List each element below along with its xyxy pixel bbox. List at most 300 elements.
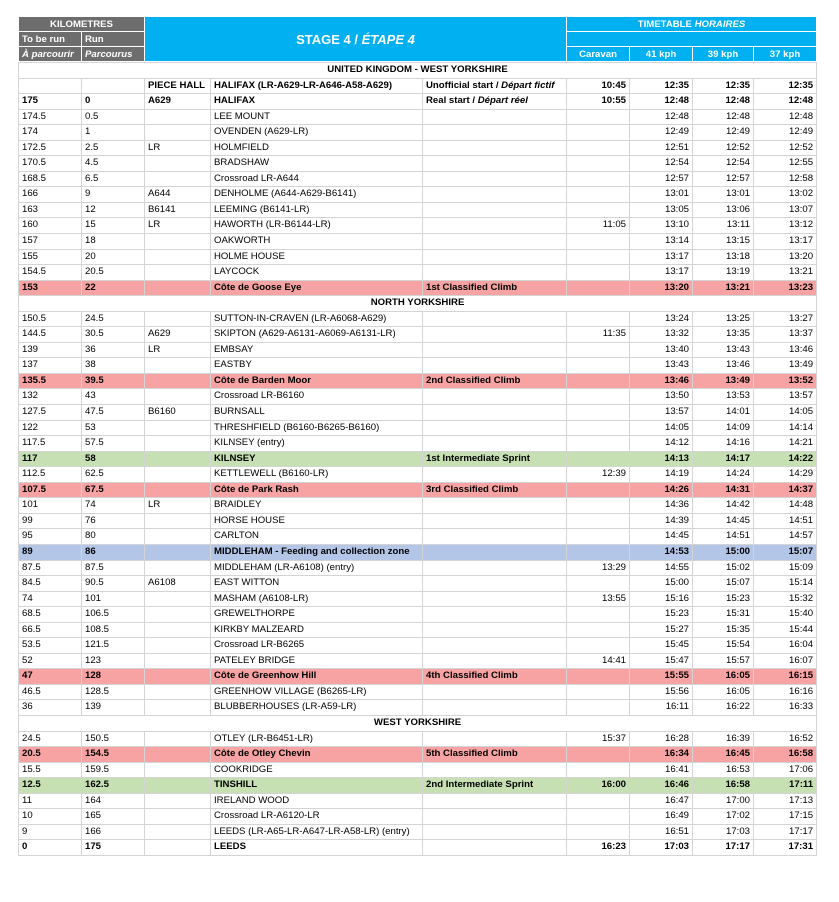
time-37-cell: 12:35 <box>754 78 817 94</box>
caravan-time-cell <box>567 498 630 514</box>
caravan-time-cell <box>567 125 630 141</box>
time-37-cell: 13:49 <box>754 358 817 374</box>
km-to-be-run-cell: 47 <box>19 669 82 685</box>
place-cell: EASTBY <box>211 358 423 374</box>
place-cell: GREENHOW VILLAGE (B6265-LR) <box>211 684 423 700</box>
time-39-cell: 14:17 <box>693 451 754 467</box>
time-41-cell: 12:35 <box>630 78 693 94</box>
km-run-cell: 58 <box>82 451 145 467</box>
note-text: Real start / <box>426 95 476 107</box>
place-cell: EMBSAY <box>211 342 423 358</box>
table-row <box>19 498 817 514</box>
table-row <box>19 280 817 296</box>
road-cell <box>145 156 211 172</box>
note-cell <box>423 809 567 825</box>
note-cell <box>423 140 567 156</box>
time-37-cell: 14:21 <box>754 436 817 452</box>
note-cell <box>423 731 567 747</box>
note-cell <box>423 218 567 234</box>
time-39-cell: 15:02 <box>693 560 754 576</box>
km-run-cell: 20 <box>82 249 145 265</box>
speed-37-header: 37 kph <box>754 47 817 62</box>
stage-title: STAGE 4 / ÉTAPE 4 <box>145 17 567 62</box>
time-39-cell: 13:06 <box>693 202 754 218</box>
time-41-cell: 12:49 <box>630 125 693 141</box>
note-cell <box>423 327 567 343</box>
caravan-time-cell: 13:29 <box>567 560 630 576</box>
note-cell <box>423 187 567 203</box>
road-cell <box>145 249 211 265</box>
timetable-body <box>18 62 817 856</box>
table-row <box>19 171 817 187</box>
time-37-cell: 17:31 <box>754 840 817 856</box>
table-row <box>19 607 817 623</box>
place-cell: BLUBBERHOUSES (LR-A59-LR) <box>211 700 423 716</box>
km-to-be-run-cell: 107.5 <box>19 482 82 498</box>
caravan-time-cell: 12:39 <box>567 467 630 483</box>
time-37-cell: 14:51 <box>754 513 817 529</box>
caravan-time-cell <box>567 669 630 685</box>
km-to-be-run-cell: 117 <box>19 451 82 467</box>
km-run-cell: 162.5 <box>82 778 145 794</box>
road-cell <box>145 125 211 141</box>
time-37-cell: 16:15 <box>754 669 817 685</box>
time-39-cell: 16:53 <box>693 762 754 778</box>
km-to-be-run-cell: 52 <box>19 653 82 669</box>
place-cell: Côte de Park Rash <box>211 482 423 498</box>
timetable-header-label: TIMETABLE HORAIRES <box>567 17 817 32</box>
road-cell <box>145 684 211 700</box>
km-to-be-run-cell: 10 <box>19 809 82 825</box>
km-run-cell: 6.5 <box>82 171 145 187</box>
time-39-cell: 17:03 <box>693 824 754 840</box>
km-run-cell: 20.5 <box>82 265 145 281</box>
time-37-cell: 16:16 <box>754 684 817 700</box>
place-cell: KILNSEY (entry) <box>211 436 423 452</box>
time-39-cell: 12:35 <box>693 78 754 94</box>
km-to-be-run-cell: 74 <box>19 591 82 607</box>
road-cell: LR <box>145 140 211 156</box>
note-cell <box>423 358 567 374</box>
table-row <box>19 234 817 250</box>
time-39-cell: 17:00 <box>693 793 754 809</box>
region-row <box>19 296 817 312</box>
time-39-cell: 13:49 <box>693 373 754 389</box>
note-cell <box>423 513 567 529</box>
table-row <box>19 529 817 545</box>
time-41-cell: 14:13 <box>630 451 693 467</box>
caravan-time-cell <box>567 762 630 778</box>
table-row <box>19 94 817 110</box>
region-label: WEST YORKSHIRE <box>19 715 817 731</box>
km-run-cell: 74 <box>82 498 145 514</box>
note-cell <box>423 560 567 576</box>
time-39-cell: 17:02 <box>693 809 754 825</box>
place-cell: SKIPTON (A629-A6131-A6069-A6131-LR) <box>211 327 423 343</box>
note-cell <box>423 824 567 840</box>
time-37-cell: 15:32 <box>754 591 817 607</box>
table-row <box>19 405 817 421</box>
time-39-cell: 14:09 <box>693 420 754 436</box>
km-run-cell: 87.5 <box>82 560 145 576</box>
caravan-time-cell: 16:00 <box>567 778 630 794</box>
time-41-cell: 13:17 <box>630 265 693 281</box>
km-to-be-run-cell: 172.5 <box>19 140 82 156</box>
table-row <box>19 653 817 669</box>
km-run-cell: 108.5 <box>82 622 145 638</box>
time-39-cell: 16:05 <box>693 684 754 700</box>
time-41-cell: 14:19 <box>630 467 693 483</box>
road-cell: LR <box>145 218 211 234</box>
time-41-cell: 15:23 <box>630 607 693 623</box>
caravan-time-cell <box>567 684 630 700</box>
km-run-cell: 175 <box>82 840 145 856</box>
time-39-cell: 17:17 <box>693 840 754 856</box>
km-to-be-run-cell: 24.5 <box>19 731 82 747</box>
time-41-cell: 13:20 <box>630 280 693 296</box>
time-37-cell: 13:21 <box>754 265 817 281</box>
km-to-be-run-cell: 135.5 <box>19 373 82 389</box>
place-cell: LEEMING (B6141-LR) <box>211 202 423 218</box>
time-41-cell: 13:50 <box>630 389 693 405</box>
km-to-be-run-cell: 137 <box>19 358 82 374</box>
place-cell: TINSHILL <box>211 778 423 794</box>
km-run-cell: 0.5 <box>82 109 145 125</box>
caravan-time-cell: 10:55 <box>567 94 630 110</box>
km-to-be-run-cell: 163 <box>19 202 82 218</box>
place-cell: LEE MOUNT <box>211 109 423 125</box>
note-cell <box>423 762 567 778</box>
note-cell <box>423 684 567 700</box>
place-cell: MASHAM (A6108-LR) <box>211 591 423 607</box>
caravan-time-cell: 11:35 <box>567 327 630 343</box>
time-39-cell: 14:51 <box>693 529 754 545</box>
place-cell: DENHOLME (A644-A629-B6141) <box>211 187 423 203</box>
a-parcourir-header: À parcourir <box>19 47 82 62</box>
region-row <box>19 63 817 79</box>
time-39-cell: 13:35 <box>693 327 754 343</box>
time-37-cell: 17:06 <box>754 762 817 778</box>
time-39-cell: 16:45 <box>693 747 754 763</box>
km-to-be-run-cell: 89 <box>19 544 82 560</box>
note-cell: 1st Intermediate Sprint <box>423 451 567 467</box>
km-run-cell: 67.5 <box>82 482 145 498</box>
km-run-cell: 36 <box>82 342 145 358</box>
time-41-cell: 13:32 <box>630 327 693 343</box>
note-cell <box>423 389 567 405</box>
note-cell <box>423 467 567 483</box>
time-41-cell: 15:55 <box>630 669 693 685</box>
time-37-cell: 14:57 <box>754 529 817 545</box>
road-cell <box>145 436 211 452</box>
time-39-cell: 14:01 <box>693 405 754 421</box>
km-to-be-run-cell: 9 <box>19 824 82 840</box>
road-cell <box>145 669 211 685</box>
place-cell: THRESHFIELD (B6160-B6265-B6160) <box>211 420 423 436</box>
time-41-cell: 12:54 <box>630 156 693 172</box>
place-cell: HOLMFIELD <box>211 140 423 156</box>
km-run-cell: 121.5 <box>82 638 145 654</box>
time-39-cell: 13:01 <box>693 187 754 203</box>
table-row <box>19 560 817 576</box>
caravan-time-cell: 16:23 <box>567 840 630 856</box>
time-41-cell: 14:45 <box>630 529 693 545</box>
caravan-time-cell <box>567 529 630 545</box>
time-37-cell: 16:58 <box>754 747 817 763</box>
road-cell <box>145 638 211 654</box>
note-cell <box>423 78 567 94</box>
km-to-be-run-cell: 155 <box>19 249 82 265</box>
time-41-cell: 13:46 <box>630 373 693 389</box>
table-row <box>19 78 817 94</box>
km-run-cell: 128 <box>82 669 145 685</box>
caravan-time-cell <box>567 809 630 825</box>
place-cell: PATELEY BRIDGE <box>211 653 423 669</box>
time-37-cell: 14:48 <box>754 498 817 514</box>
place-cell: LEEDS <box>211 840 423 856</box>
note-cell: 3rd Classified Climb <box>423 482 567 498</box>
parcourus-header: Parcourus <box>82 47 145 62</box>
note-cell: 1st Classified Climb <box>423 280 567 296</box>
road-cell <box>145 762 211 778</box>
place-cell: BRAIDLEY <box>211 498 423 514</box>
km-to-be-run-cell: 154.5 <box>19 265 82 281</box>
road-cell <box>145 824 211 840</box>
time-37-cell: 17:15 <box>754 809 817 825</box>
road-cell <box>145 544 211 560</box>
time-41-cell: 16:47 <box>630 793 693 809</box>
road-cell: A629 <box>145 327 211 343</box>
km-to-be-run-cell: 36 <box>19 700 82 716</box>
time-39-cell: 13:11 <box>693 218 754 234</box>
caravan-time-cell <box>567 140 630 156</box>
time-41-cell: 14:55 <box>630 560 693 576</box>
table-row <box>19 762 817 778</box>
time-41-cell: 14:26 <box>630 482 693 498</box>
km-to-be-run-cell: 46.5 <box>19 684 82 700</box>
km-to-be-run-cell: 160 <box>19 218 82 234</box>
time-41-cell: 14:05 <box>630 420 693 436</box>
note-cell <box>423 420 567 436</box>
time-41-cell: 16:51 <box>630 824 693 840</box>
note-text-french: Départ fictif <box>501 79 555 91</box>
road-cell <box>145 607 211 623</box>
road-cell <box>145 265 211 281</box>
place-cell: OVENDEN (A629-LR) <box>211 125 423 141</box>
time-41-cell: 17:03 <box>630 840 693 856</box>
km-to-be-run-cell: 87.5 <box>19 560 82 576</box>
time-39-cell: 12:48 <box>693 94 754 110</box>
kilometres-header: KILOMETRES <box>19 17 145 32</box>
speed-41-header: 41 kph <box>630 47 693 62</box>
road-cell <box>145 840 211 856</box>
caravan-time-cell <box>567 249 630 265</box>
table-row <box>19 824 817 840</box>
km-to-be-run-cell: 112.5 <box>19 467 82 483</box>
time-39-cell: 15:23 <box>693 591 754 607</box>
place-cell: HORSE HOUSE <box>211 513 423 529</box>
time-37-cell: 14:05 <box>754 405 817 421</box>
note-cell <box>423 638 567 654</box>
caravan-time-cell: 10:45 <box>567 78 630 94</box>
place-cell: HALIFAX (LR-A629-LR-A646-A58-A629) <box>211 78 423 94</box>
km-to-be-run-cell: 0 <box>19 840 82 856</box>
km-run-cell: 164 <box>82 793 145 809</box>
table-row <box>19 684 817 700</box>
road-cell <box>145 373 211 389</box>
table-row <box>19 793 817 809</box>
km-run-cell: 43 <box>82 389 145 405</box>
time-41-cell: 14:36 <box>630 498 693 514</box>
note-cell <box>423 840 567 856</box>
km-run-cell: 0 <box>82 94 145 110</box>
road-cell: LR <box>145 342 211 358</box>
speed-39-header: 39 kph <box>693 47 754 62</box>
time-41-cell: 16:28 <box>630 731 693 747</box>
time-39-cell: 14:31 <box>693 482 754 498</box>
caravan-time-cell <box>567 202 630 218</box>
caravan-time-cell: 15:37 <box>567 731 630 747</box>
time-39-cell: 15:07 <box>693 576 754 592</box>
time-37-cell: 12:52 <box>754 140 817 156</box>
caravan-header: Caravan <box>567 47 630 62</box>
place-cell: SUTTON-IN-CRAVEN (LR-A6068-A629) <box>211 311 423 327</box>
km-to-be-run-cell: 117.5 <box>19 436 82 452</box>
road-cell <box>145 234 211 250</box>
time-41-cell: 12:48 <box>630 94 693 110</box>
run-header: Run <box>82 32 145 47</box>
caravan-time-cell <box>567 793 630 809</box>
caravan-time-cell: 14:41 <box>567 653 630 669</box>
caravan-time-cell <box>567 482 630 498</box>
table-row <box>19 187 817 203</box>
note-cell <box>423 125 567 141</box>
caravan-time-cell <box>567 513 630 529</box>
note-text: Unofficial start / <box>426 79 499 91</box>
time-41-cell: 16:41 <box>630 762 693 778</box>
caravan-time-cell <box>567 700 630 716</box>
road-cell <box>145 793 211 809</box>
time-41-cell: 15:16 <box>630 591 693 607</box>
time-37-cell: 13:12 <box>754 218 817 234</box>
note-cell <box>423 622 567 638</box>
table-row <box>19 576 817 592</box>
km-to-be-run-cell: 174 <box>19 125 82 141</box>
time-37-cell: 13:02 <box>754 187 817 203</box>
place-cell: Côte de Barden Moor <box>211 373 423 389</box>
road-cell: A6108 <box>145 576 211 592</box>
km-to-be-run-cell: 12.5 <box>19 778 82 794</box>
km-to-be-run-cell: 139 <box>19 342 82 358</box>
time-37-cell: 13:46 <box>754 342 817 358</box>
road-cell <box>145 389 211 405</box>
km-run-cell: 38 <box>82 358 145 374</box>
km-to-be-run-cell: 153 <box>19 280 82 296</box>
time-39-cell: 16:58 <box>693 778 754 794</box>
km-run-cell: 15 <box>82 218 145 234</box>
place-cell: KILNSEY <box>211 451 423 467</box>
time-37-cell: 16:07 <box>754 653 817 669</box>
time-37-cell: 15:09 <box>754 560 817 576</box>
note-cell <box>423 700 567 716</box>
km-run-cell: 2.5 <box>82 140 145 156</box>
time-39-cell: 12:52 <box>693 140 754 156</box>
table-row <box>19 342 817 358</box>
place-cell: LAYCOCK <box>211 265 423 281</box>
note-cell <box>423 529 567 545</box>
road-cell <box>145 467 211 483</box>
time-41-cell: 12:48 <box>630 109 693 125</box>
km-to-be-run-cell: 166 <box>19 187 82 203</box>
caravan-time-cell <box>567 373 630 389</box>
road-cell: B6141 <box>145 202 211 218</box>
caravan-time-cell <box>567 747 630 763</box>
table-row <box>19 809 817 825</box>
time-37-cell: 15:44 <box>754 622 817 638</box>
time-39-cell: 13:25 <box>693 311 754 327</box>
timetable-sheet <box>18 16 816 856</box>
road-cell: A644 <box>145 187 211 203</box>
time-37-cell: 17:17 <box>754 824 817 840</box>
table-row <box>19 109 817 125</box>
note-cell <box>423 607 567 623</box>
table-row <box>19 747 817 763</box>
table-row <box>19 140 817 156</box>
place-cell: HOLME HOUSE <box>211 249 423 265</box>
note-cell <box>423 94 567 110</box>
time-39-cell: 16:22 <box>693 700 754 716</box>
time-37-cell: 12:55 <box>754 156 817 172</box>
road-cell <box>145 311 211 327</box>
km-run-cell: 39.5 <box>82 373 145 389</box>
place-cell: EAST WITTON <box>211 576 423 592</box>
km-to-be-run-cell: 157 <box>19 234 82 250</box>
place-cell: OAKWORTH <box>211 234 423 250</box>
time-41-cell: 13:17 <box>630 249 693 265</box>
km-to-be-run-cell: 84.5 <box>19 576 82 592</box>
road-cell <box>145 171 211 187</box>
km-run-cell: 30.5 <box>82 327 145 343</box>
time-41-cell: 15:00 <box>630 576 693 592</box>
caravan-time-cell: 13:55 <box>567 591 630 607</box>
table-row <box>19 358 817 374</box>
km-run-cell: 90.5 <box>82 576 145 592</box>
caravan-time-cell <box>567 280 630 296</box>
time-39-cell: 13:18 <box>693 249 754 265</box>
km-run-cell: 18 <box>82 234 145 250</box>
place-cell: COOKRIDGE <box>211 762 423 778</box>
time-37-cell: 17:13 <box>754 793 817 809</box>
km-to-be-run-cell: 132 <box>19 389 82 405</box>
caravan-time-cell <box>567 544 630 560</box>
region-label: UNITED KINGDOM - WEST YORKSHIRE <box>19 63 817 79</box>
place-cell: Côte de Greenhow Hill <box>211 669 423 685</box>
caravan-time-cell <box>567 358 630 374</box>
table-row <box>19 218 817 234</box>
note-cell: 5th Classified Climb <box>423 747 567 763</box>
km-run-cell: 12 <box>82 202 145 218</box>
timetable-header <box>18 16 817 62</box>
note-cell <box>423 576 567 592</box>
time-39-cell: 16:39 <box>693 731 754 747</box>
table-row <box>19 591 817 607</box>
km-run-cell: 80 <box>82 529 145 545</box>
place-cell: BRADSHAW <box>211 156 423 172</box>
time-39-cell: 14:16 <box>693 436 754 452</box>
km-to-be-run-cell: 15.5 <box>19 762 82 778</box>
place-cell: Côte de Goose Eye <box>211 280 423 296</box>
note-cell <box>423 202 567 218</box>
